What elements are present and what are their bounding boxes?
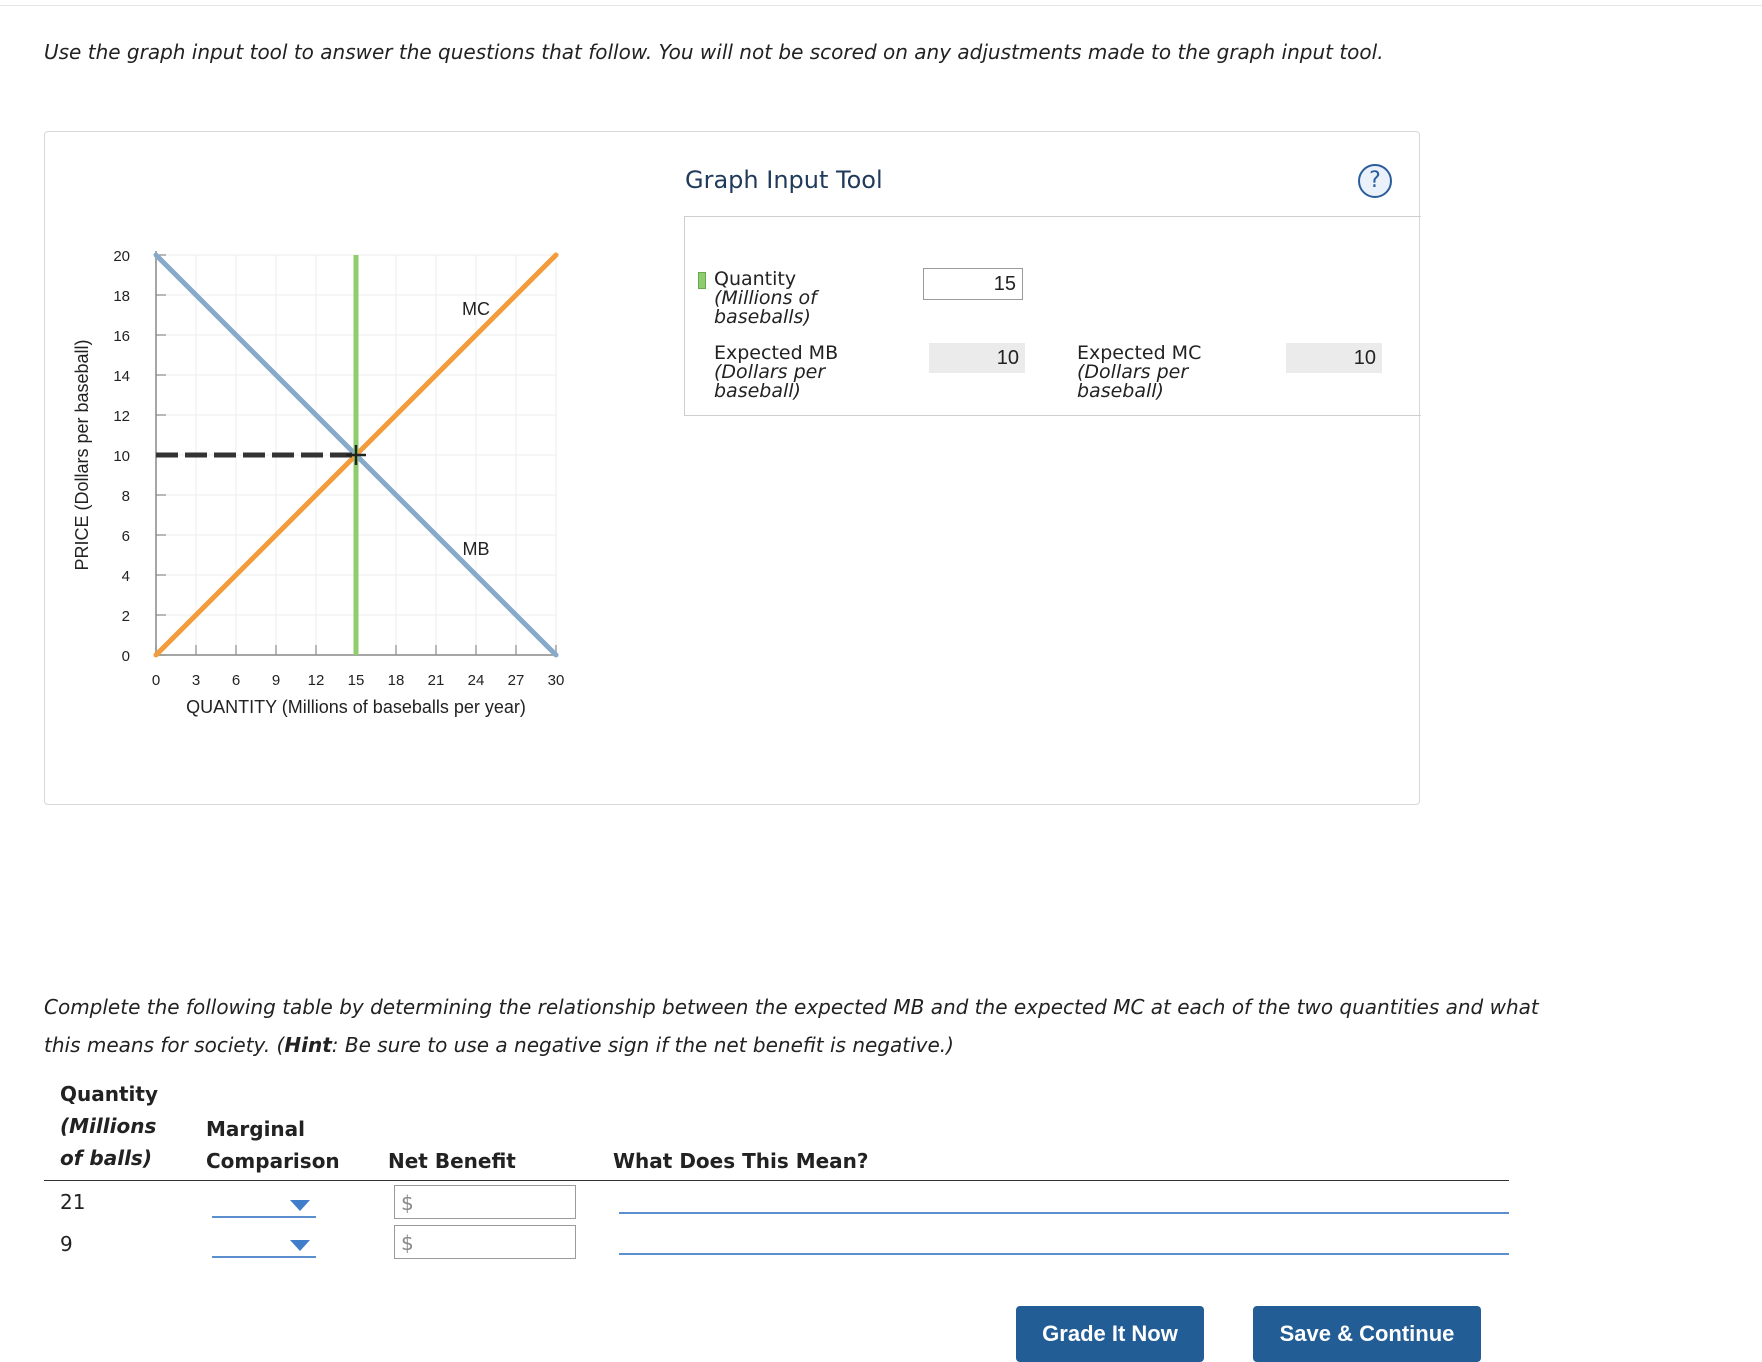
quantity-label: [714, 270, 817, 327]
expected-mb-unit-line1: (Dollars per: [714, 361, 826, 383]
x-tick-label: 3: [191, 672, 201, 689]
col-header-net-benefit: Net Benefit: [388, 1149, 516, 1173]
x-tick-label: 15: [347, 672, 365, 689]
question-text-part1: Complete the following table by determining the relationship between the expected MB and the expected MC at each of the two quantities and what this means for society. (: [44, 995, 1539, 1057]
chevron-down-icon: [290, 1200, 310, 1211]
expected-mc-value: 10: [1286, 343, 1382, 373]
question-text-part2: : Be sure to use a negative sign if the net benefit is negative.): [331, 1033, 954, 1057]
y-tick-label: 6: [121, 528, 130, 545]
marginal-comparison-dropdown[interactable]: [212, 1228, 316, 1258]
help-icon[interactable]: ?: [1358, 164, 1392, 198]
col-header-marginal: [206, 1113, 340, 1177]
y-tick-label: 16: [113, 328, 130, 345]
quantity-swatch: [698, 272, 706, 289]
y-tick-label: 20: [113, 248, 130, 265]
col-header-quantity: [60, 1078, 158, 1174]
net-benefit-input[interactable]: [394, 1225, 576, 1259]
expected-mc-label-text: Expected MC: [1077, 342, 1202, 364]
x-tick-label: 12: [307, 672, 325, 689]
y-tick-label: 18: [113, 288, 130, 305]
x-axis-label: QUANTITY (Millions of baseballs per year): [186, 697, 526, 717]
quantity-unit-line1: (Millions of: [714, 287, 817, 309]
row-quantity: 21: [60, 1190, 86, 1214]
graph-input-tool-title: Graph Input Tool: [685, 166, 883, 194]
meaning-dropdown[interactable]: [619, 1212, 1509, 1214]
net-benefit-input[interactable]: [394, 1185, 576, 1219]
col-header-meaning: What Does This Mean?: [613, 1149, 869, 1173]
expected-mc-unit-line2: baseball): [1077, 380, 1164, 402]
y-tick-label: 0: [121, 648, 130, 665]
dollar-sign: $: [401, 1231, 414, 1255]
question-text: [44, 988, 1544, 1064]
y-tick-label: 14: [113, 368, 130, 385]
col-header-marginal-line1: Marginal: [206, 1117, 306, 1141]
dollar-sign: $: [401, 1191, 414, 1215]
y-tick-label: 8: [121, 488, 130, 505]
instructions-text: Use the graph input tool to answer the questions that follow. You will not be scored on any adjustments made to the graph input tool.: [44, 40, 1384, 64]
y-tick-label: 2: [121, 608, 130, 625]
meaning-dropdown[interactable]: [619, 1253, 1509, 1255]
x-tick-label: 21: [427, 672, 445, 689]
series-label-mc: MC: [462, 299, 490, 319]
x-tick-label: 0: [151, 672, 161, 689]
y-tick-label: 10: [113, 448, 130, 465]
x-tick-label: 30: [547, 672, 565, 689]
col-header-quantity-line1: Quantity: [60, 1082, 158, 1106]
expected-mc-label: [1077, 344, 1201, 401]
expected-mb-label: [714, 344, 838, 401]
x-tick-label: 27: [507, 672, 525, 689]
x-tick-label: 9: [271, 672, 281, 689]
x-tick-label: 24: [467, 672, 485, 689]
chevron-down-icon: [290, 1240, 310, 1251]
series-label-mb: MB: [462, 539, 490, 559]
table-header-rule: [44, 1180, 1509, 1181]
quantity-input[interactable]: 15: [923, 268, 1023, 300]
expected-mb-unit-line2: baseball): [714, 380, 801, 402]
col-header-quantity-line2: (Millions: [60, 1114, 157, 1138]
marginal-comparison-dropdown[interactable]: [212, 1188, 316, 1218]
y-tick-label: 4: [121, 568, 130, 585]
expected-mb-value: 10: [929, 343, 1025, 373]
quantity-label-text: Quantity: [714, 268, 797, 290]
hint-label: Hint: [284, 1033, 332, 1057]
save-continue-button[interactable]: Save & Continue: [1253, 1306, 1481, 1362]
col-header-marginal-line2: Comparison: [206, 1149, 340, 1173]
expected-mc-unit-line1: (Dollars per: [1077, 361, 1189, 383]
x-tick-label: 6: [231, 672, 241, 689]
row-quantity: 9: [60, 1232, 73, 1256]
expected-mb-label-text: Expected MB: [714, 342, 839, 364]
quantity-unit-line2: baseballs): [714, 306, 811, 328]
col-header-quantity-line3: of balls): [60, 1146, 152, 1170]
grade-it-now-button[interactable]: Grade It Now: [1016, 1306, 1204, 1362]
y-axis-label: PRICE (Dollars per baseball): [72, 339, 92, 571]
y-tick-label: 12: [113, 408, 130, 425]
x-tick-label: 18: [387, 672, 405, 689]
